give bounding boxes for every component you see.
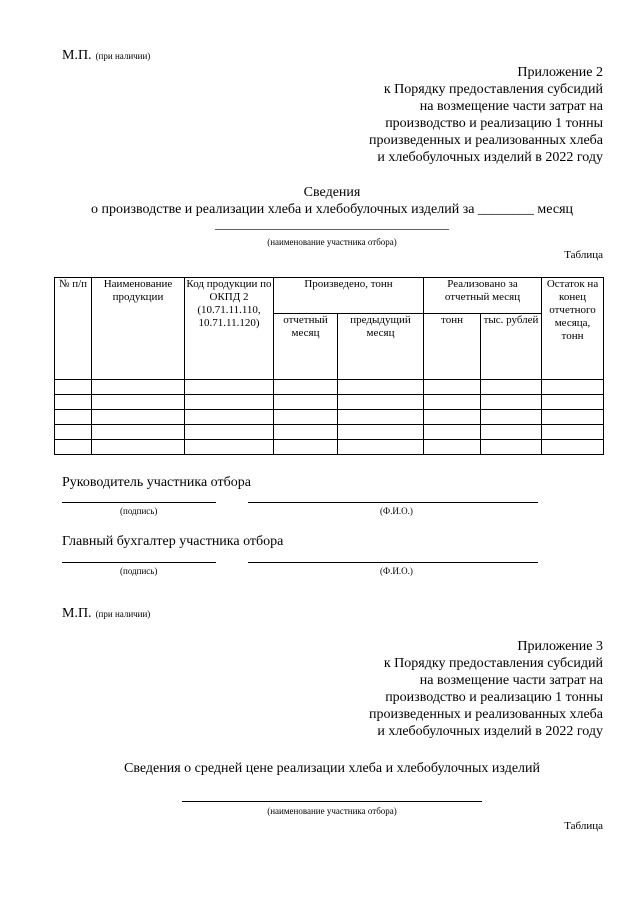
table-cell[interactable] (542, 410, 604, 425)
header-remaining: Остаток на конец отчетного месяца, тонн (542, 278, 604, 380)
table-cell[interactable] (424, 380, 481, 395)
table-cell[interactable] (274, 440, 338, 455)
header-code-values: (10.71.11.110, 10.71.11.120) (197, 304, 261, 329)
table-cell[interactable] (542, 425, 604, 440)
appendix-2-header (273, 64, 603, 166)
header-produced-current: отчетный месяц (274, 314, 338, 380)
accountant-fio-line[interactable] (248, 562, 538, 563)
table-cell[interactable] (542, 395, 604, 410)
table-cell[interactable] (185, 380, 274, 395)
info-title: Сведения (303, 185, 361, 200)
table-cell[interactable] (55, 395, 92, 410)
table-row (55, 395, 604, 410)
table-cell[interactable] (274, 380, 338, 395)
table-cell[interactable] (274, 410, 338, 425)
participant-name-line[interactable] (182, 801, 482, 802)
fio-note: (Ф.И.О.) (380, 566, 413, 576)
header-produced-previous: предыдущий месяц (338, 314, 424, 380)
table-cell[interactable] (424, 395, 481, 410)
table-cell[interactable] (185, 425, 274, 440)
appendix-2-line: Приложение 2 (517, 65, 603, 80)
header-produced: Произведено, тонн (274, 278, 424, 314)
accountant-signature-line[interactable] (62, 562, 216, 563)
table-cell[interactable] (55, 425, 92, 440)
header-sold-rubles: тыс. рублей (481, 314, 542, 380)
table-cell[interactable] (542, 440, 604, 455)
table-cell[interactable] (185, 410, 274, 425)
table-cell[interactable] (55, 440, 92, 455)
table-cell[interactable] (481, 380, 542, 395)
signature-note: (подпись) (120, 566, 158, 576)
appendix-3-header (273, 638, 603, 740)
appendix-2-line: к Порядку предоставления субсидий (383, 82, 603, 97)
table-row (55, 440, 604, 455)
table-cell[interactable] (92, 425, 185, 440)
accountant-signature-label: Главный бухгалтер участника отбора (62, 534, 284, 549)
header-code-label: Код продукции по ОКПД 2 (186, 278, 272, 303)
fio-note: (Ф.И.О.) (380, 506, 413, 516)
participant-name-note: (наименование участника отбора) (267, 237, 397, 247)
table-cell[interactable] (424, 410, 481, 425)
table-cell[interactable] (92, 395, 185, 410)
table-cell[interactable] (481, 440, 542, 455)
appendix-3-line: произведенных и реализованных хлеба (368, 707, 603, 722)
stamp-note: (при наличии) (95, 609, 151, 619)
table-cell[interactable] (481, 395, 542, 410)
table-header-row (55, 278, 604, 314)
appendix-3-line: производство и реализацию 1 тонны (385, 690, 603, 705)
header-number: № п/п (55, 278, 92, 380)
table-row (55, 380, 604, 395)
table-cell[interactable] (424, 440, 481, 455)
table-cell[interactable] (338, 425, 424, 440)
table-row (55, 425, 604, 440)
stamp-placeholder (62, 46, 150, 64)
participant-name-note: (наименование участника отбора) (267, 806, 397, 816)
signature-note: (подпись) (120, 506, 158, 516)
price-title: Сведения о средней цене реализации хлеба и хлебобулочных изделий (123, 761, 541, 776)
header-product-code (185, 278, 274, 380)
table-cell[interactable] (92, 410, 185, 425)
table-cell[interactable] (274, 425, 338, 440)
appendix-2-line: произведенных и реализованных хлеба (368, 133, 603, 148)
table-cell[interactable] (185, 395, 274, 410)
table-row (55, 410, 604, 425)
appendix-3-line: и хлебобулочных изделий в 2022 году (377, 724, 603, 739)
appendix-2-line: производство и реализацию 1 тонны (385, 116, 603, 131)
appendix-3-line: к Порядку предоставления субсидий (383, 656, 603, 671)
appendix-2-line: и хлебобулочных изделий в 2022 году (377, 150, 603, 165)
table-cell[interactable] (338, 380, 424, 395)
head-signature-label: Руководитель участника отбора (62, 475, 251, 490)
table-cell[interactable] (274, 395, 338, 410)
table-cell[interactable] (92, 380, 185, 395)
table-label: Таблица (564, 249, 603, 261)
info-subtitle: о производстве и реализации хлеба и хлебобулочных изделий за ________ месяц (90, 202, 573, 217)
production-table (54, 277, 604, 455)
stamp-note: (при наличии) (95, 51, 151, 61)
stamp-placeholder (62, 604, 150, 622)
table-cell[interactable] (338, 410, 424, 425)
header-sold-tons: тонн (424, 314, 481, 380)
table-cell[interactable] (338, 395, 424, 410)
stamp-label: М.П. (62, 48, 92, 63)
table-cell[interactable] (481, 425, 542, 440)
header-sold: Реализовано за отчетный месяц (424, 278, 542, 314)
table-cell[interactable] (338, 440, 424, 455)
table-label: Таблица (564, 820, 603, 832)
table-cell[interactable] (185, 440, 274, 455)
table-cell[interactable] (55, 380, 92, 395)
head-fio-line[interactable] (248, 502, 538, 503)
appendix-3-line: на возмещение части затрат на (419, 673, 603, 688)
head-signature-line[interactable] (62, 502, 216, 503)
table-cell[interactable] (55, 410, 92, 425)
table-cell[interactable] (481, 410, 542, 425)
header-product-name: Наименование продукции (92, 278, 185, 380)
stamp-label: М.П. (62, 606, 92, 621)
table-cell[interactable] (92, 440, 185, 455)
table-cell[interactable] (424, 425, 481, 440)
appendix-2-line: на возмещение части затрат на (419, 99, 603, 114)
appendix-3-line: Приложение 3 (517, 639, 603, 654)
participant-name-line: ____________________________________ (215, 216, 449, 231)
table-cell[interactable] (542, 380, 604, 395)
